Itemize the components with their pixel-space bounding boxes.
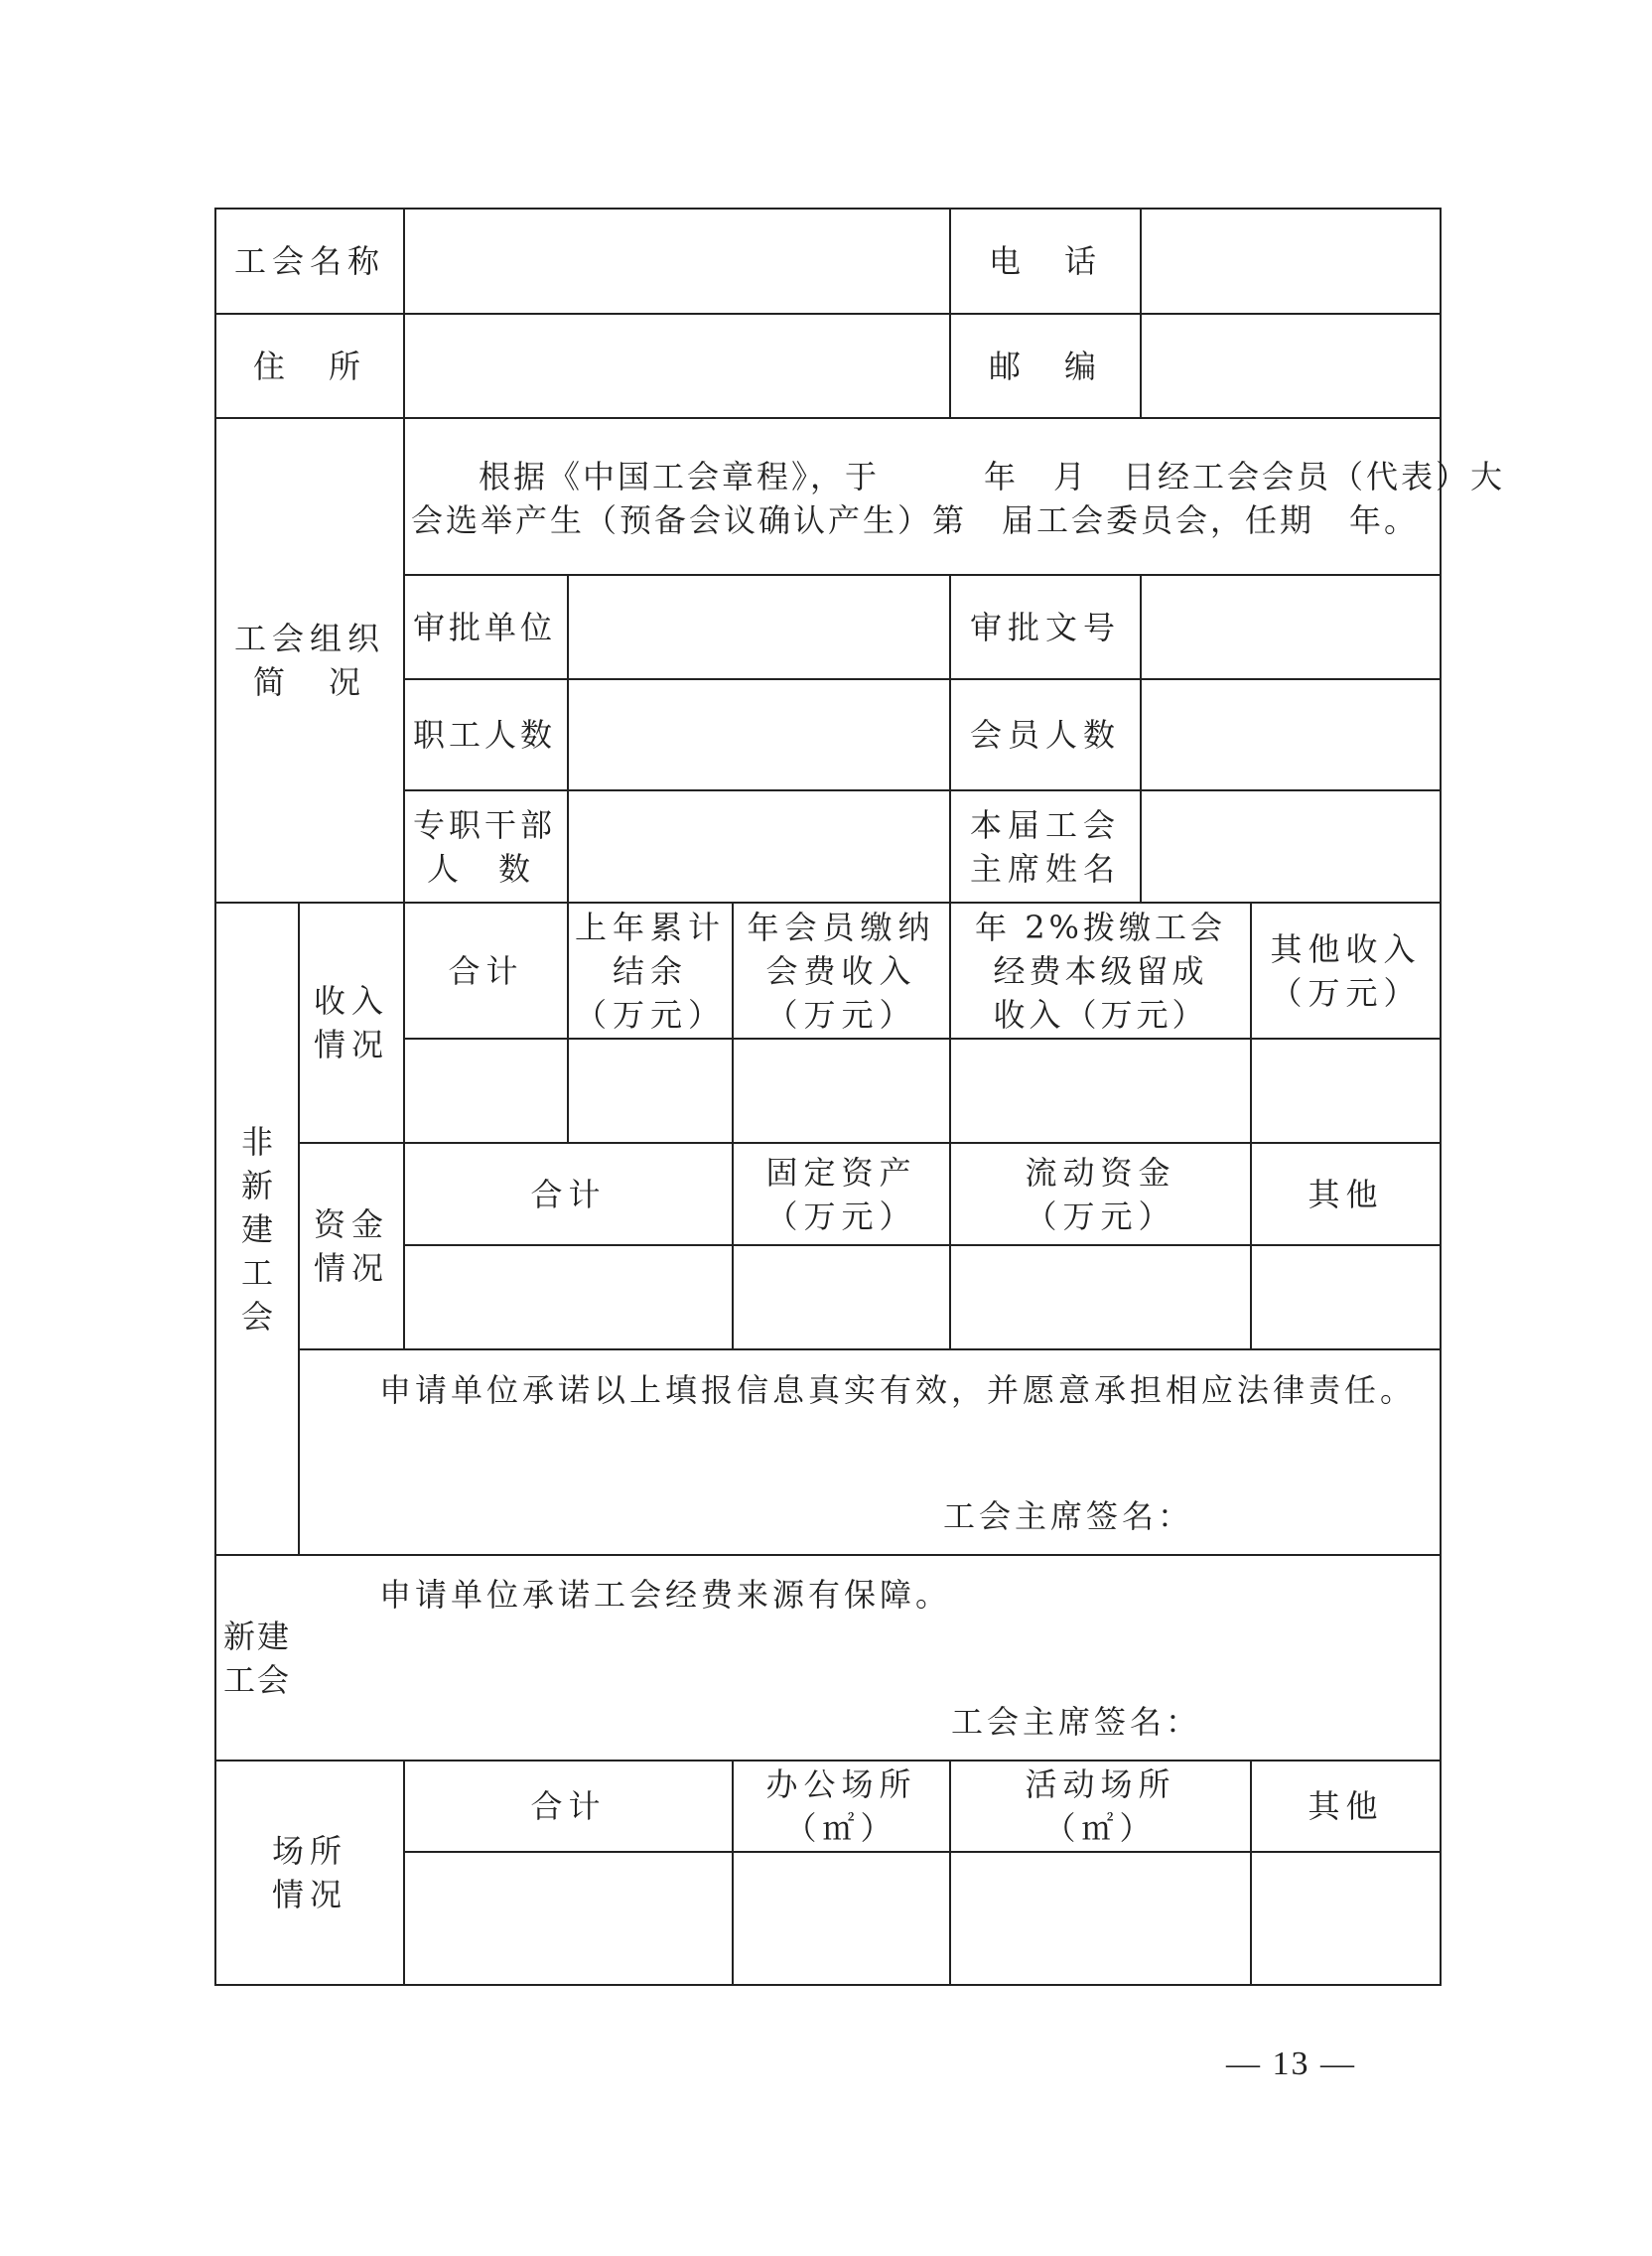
venue-header-activity-unit: （㎡）	[1043, 1809, 1158, 1847]
income-allocation-field[interactable]	[951, 1040, 1250, 1142]
cadre-count-field[interactable]	[569, 791, 949, 902]
income-header-member-fees: 年会员缴纳	[747, 908, 936, 946]
phone-label: 电 话	[988, 242, 1102, 280]
non-new-pledge-text: 申请单位承诺以上填报信息真实有效，并愿意承担相应法律责任。	[379, 1371, 1417, 1409]
venue-header-office-unit: （㎡）	[784, 1809, 898, 1847]
fund-other-field[interactable]	[1252, 1246, 1440, 1348]
new-union-label-2: 工会	[222, 1660, 291, 1699]
income-header-last-year-2: 结余	[612, 951, 688, 990]
venue-header-total: 合计	[530, 1787, 607, 1825]
venue-other-field[interactable]	[1252, 1853, 1440, 1984]
income-label-2: 情况	[313, 1026, 389, 1063]
org-statement-line-1: 根据《中国工会章程》，于 年 月 日经工会会员（代表）大	[479, 458, 1506, 495]
fund-header-current-funds: 流动资金	[1025, 1153, 1176, 1192]
venue-office-field[interactable]	[734, 1853, 949, 1984]
income-header-allocation-2: 经费本级留成	[993, 951, 1208, 990]
staff-count-field[interactable]	[569, 680, 949, 789]
address-label: 住 所	[252, 347, 366, 385]
income-header-allocation-3: 收入（万元）	[993, 995, 1208, 1034]
chair-name-field[interactable]	[1142, 791, 1440, 902]
income-total-field[interactable]	[405, 1040, 567, 1142]
fund-fixed-assets-field[interactable]	[734, 1246, 949, 1348]
postcode-label: 邮 编	[988, 347, 1102, 385]
income-header-other-unit: （万元）	[1270, 973, 1422, 1012]
address-field[interactable]	[405, 315, 949, 417]
h-line	[214, 1554, 1442, 1556]
venue-header-other: 其他	[1308, 1787, 1384, 1825]
non-new-chair-signature[interactable]: 工会主席签名：	[943, 1497, 1194, 1535]
income-other-field[interactable]	[1252, 1040, 1440, 1142]
fund-header-fixed-assets-unit: （万元）	[765, 1197, 917, 1235]
fund-label-2: 情况	[313, 1249, 389, 1287]
income-header-member-fees-2: 会费收入	[765, 951, 917, 990]
org-statement-line-2: 会选举产生（预备会议确认产生）第 届工会委员会，任期 年。	[411, 501, 1420, 539]
fund-header-total: 合计	[530, 1175, 607, 1213]
member-count-label: 会员人数	[969, 716, 1121, 754]
cadre-count-label-2: 人 数	[427, 849, 535, 888]
staff-count-label: 职工人数	[413, 716, 557, 754]
h-line	[300, 1348, 1442, 1350]
venue-label-2: 情况	[271, 1876, 347, 1913]
approval-unit-label: 审批单位	[413, 608, 557, 646]
venue-activity-field[interactable]	[951, 1853, 1250, 1984]
venue-total-field[interactable]	[405, 1853, 732, 1984]
page-number: — 13 —	[1226, 2045, 1356, 2082]
chair-name-label-2: 主席姓名	[969, 849, 1121, 888]
fund-label: 资金	[313, 1205, 389, 1243]
org-section-label: 工会组织	[233, 620, 385, 657]
income-header-total: 合计	[448, 951, 524, 990]
venue-header-office: 办公场所	[765, 1765, 917, 1803]
approval-doc-field[interactable]	[1142, 576, 1440, 678]
fund-header-fixed-assets: 固定资产	[765, 1153, 917, 1192]
venue-header-activity: 活动场所	[1025, 1765, 1176, 1803]
union-name-label: 工会名称	[233, 242, 385, 280]
income-last-year-field[interactable]	[569, 1040, 732, 1142]
income-header-last-year-unit: （万元）	[574, 995, 726, 1034]
income-header-other: 其他收入	[1270, 929, 1422, 968]
income-member-fees-field[interactable]	[734, 1040, 949, 1142]
cadre-count-label: 专职干部	[413, 805, 557, 844]
non-new-union-label: 非 新 建 工 会	[240, 1122, 273, 1336]
venue-label: 场所	[271, 1832, 347, 1870]
income-label: 收入	[313, 982, 389, 1020]
income-header-last-year: 上年累计	[574, 908, 726, 946]
fund-header-current-funds-unit: （万元）	[1025, 1197, 1176, 1235]
fund-total-field[interactable]	[405, 1246, 732, 1348]
chair-name-label: 本届工会	[969, 805, 1121, 844]
fund-current-funds-field[interactable]	[951, 1246, 1250, 1348]
h-line-bottom	[214, 1984, 1442, 1986]
org-section-label-2: 简 况	[252, 663, 366, 701]
income-header-allocation: 年 2%拨缴工会	[975, 908, 1226, 946]
fund-header-other: 其他	[1308, 1175, 1384, 1213]
approval-unit-field[interactable]	[569, 576, 949, 678]
postcode-field[interactable]	[1142, 315, 1440, 417]
income-header-member-fees-unit: （万元）	[765, 995, 917, 1034]
new-union-chair-signature[interactable]: 工会主席签名：	[951, 1703, 1202, 1741]
union-name-field[interactable]	[405, 210, 949, 313]
new-union-pledge-text: 申请单位承诺工会经费来源有保障。	[379, 1576, 952, 1614]
new-union-label: 新建	[222, 1617, 291, 1655]
approval-doc-label: 审批文号	[969, 608, 1121, 646]
member-count-field[interactable]	[1142, 680, 1440, 789]
phone-field[interactable]	[1142, 210, 1440, 313]
